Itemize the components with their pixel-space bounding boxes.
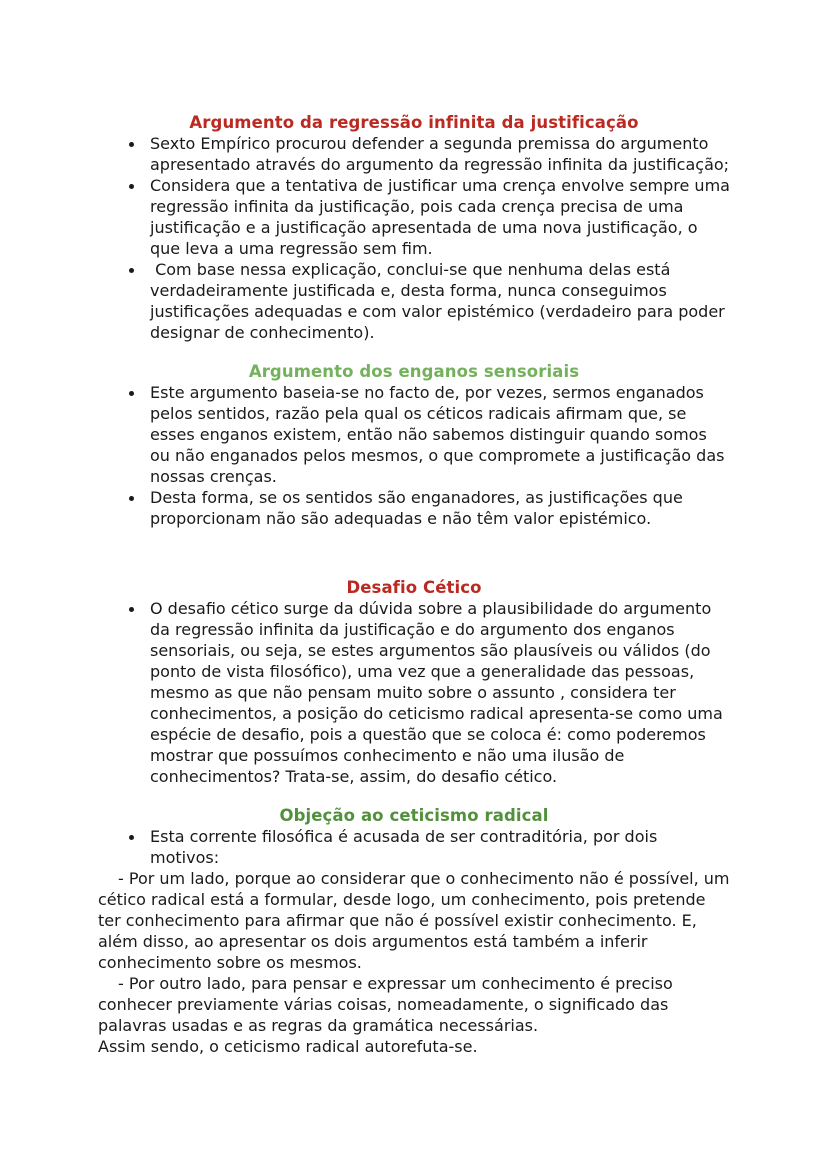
bullet-list [98,598,730,787]
section-argumento-regressao-infinita [98,112,736,343]
section-heading: Argumento dos enganos sensoriais [248,362,580,381]
paragraph: Assim sendo, o ceticismo radical autorefuta-se. [98,1037,478,1056]
section-heading: Argumento da regressão infinita da justificação [189,113,639,132]
section-desafio-cetico [98,577,730,787]
section-heading: Desafio Cético [346,578,482,597]
list-item: Este argumento baseia-se no facto de, por vezes, sermos enganados pelos sentidos, razão pela qual os céticos radicais afirmam que, se esses enganos existem, então não sabemos distinguir quando somos ou não enganados pelos mesmos, o que compromete a justificação das nossas crenças. [98,382,730,487]
bullet-list [98,382,730,529]
paragraph: - Por outro lado, para pensar e expressar um conhecimento é preciso conhecer previamente várias coisas, nomeadamente, o significado das palavras usadas e as regras da gramática necessárias. [98,974,678,1035]
list-item: Considera que a tentativa de justificar uma crença envolve sempre uma regressão infinita da justificação, pois cada crença precisa de uma justificação e a justificação apresentada de uma nova justificação, o que leva a uma regressão sem fim. [98,175,730,259]
list-item: O desafio cético surge da dúvida sobre a plausibilidade do argumento da regressão infinita da justificação e do argumento dos enganos sensoriais, ou seja, se estes argumentos são plausíveis ou válidos (do ponto de vista filosófico), uma vez que a generalidade das pessoas, mesmo as que não pensam muito sobre o assunto , considera ter conhecimentos, a posição do ceticismo radical apresenta-se como uma espécie de desafio, pois a questão que se coloca é: como poderemos mostrar que possuímos conhecimento e não uma ilusão de conhecimentos? Trata-se, assim, do desafio cético. [98,598,730,787]
section-heading: Objeção ao ceticismo radical [279,806,549,825]
section-objecao-ceticismo-radical [98,805,735,1057]
document-body [98,112,736,1057]
bullet-list [98,133,736,343]
list-item: Sexto Empírico procurou defender a segunda premissa do argumento apresentado através do argumento da regressão infinita da justificação; [98,133,730,175]
section-argumento-enganos-sensoriais [98,361,730,529]
bullet-list [98,826,730,868]
list-item: Com base nessa explicação, conclui-se que nenhuma delas está verdadeiramente justificada e, desta forma, nunca conseguimos justificações adequadas e com valor epistémico (verdadeiro para poder designar de conhecimento). [98,259,730,343]
list-item: Desta forma, se os sentidos são enganadores, as justificações que proporcionam não são adequadas e não têm valor epistémico. [98,487,730,529]
list-item: Esta corrente filosófica é acusada de ser contraditória, por dois motivos: [98,826,730,868]
paragraph: - Por um lado, porque ao considerar que o conhecimento não é possível, um cético radical está a formular, desde logo, um conhecimento, pois pretende ter conhecimento para afirmar que não é possível existir conhecimento. E, além disso, ao apresentar os dois argumentos está também a inferir conhecimento sobre os mesmos. [98,869,735,972]
